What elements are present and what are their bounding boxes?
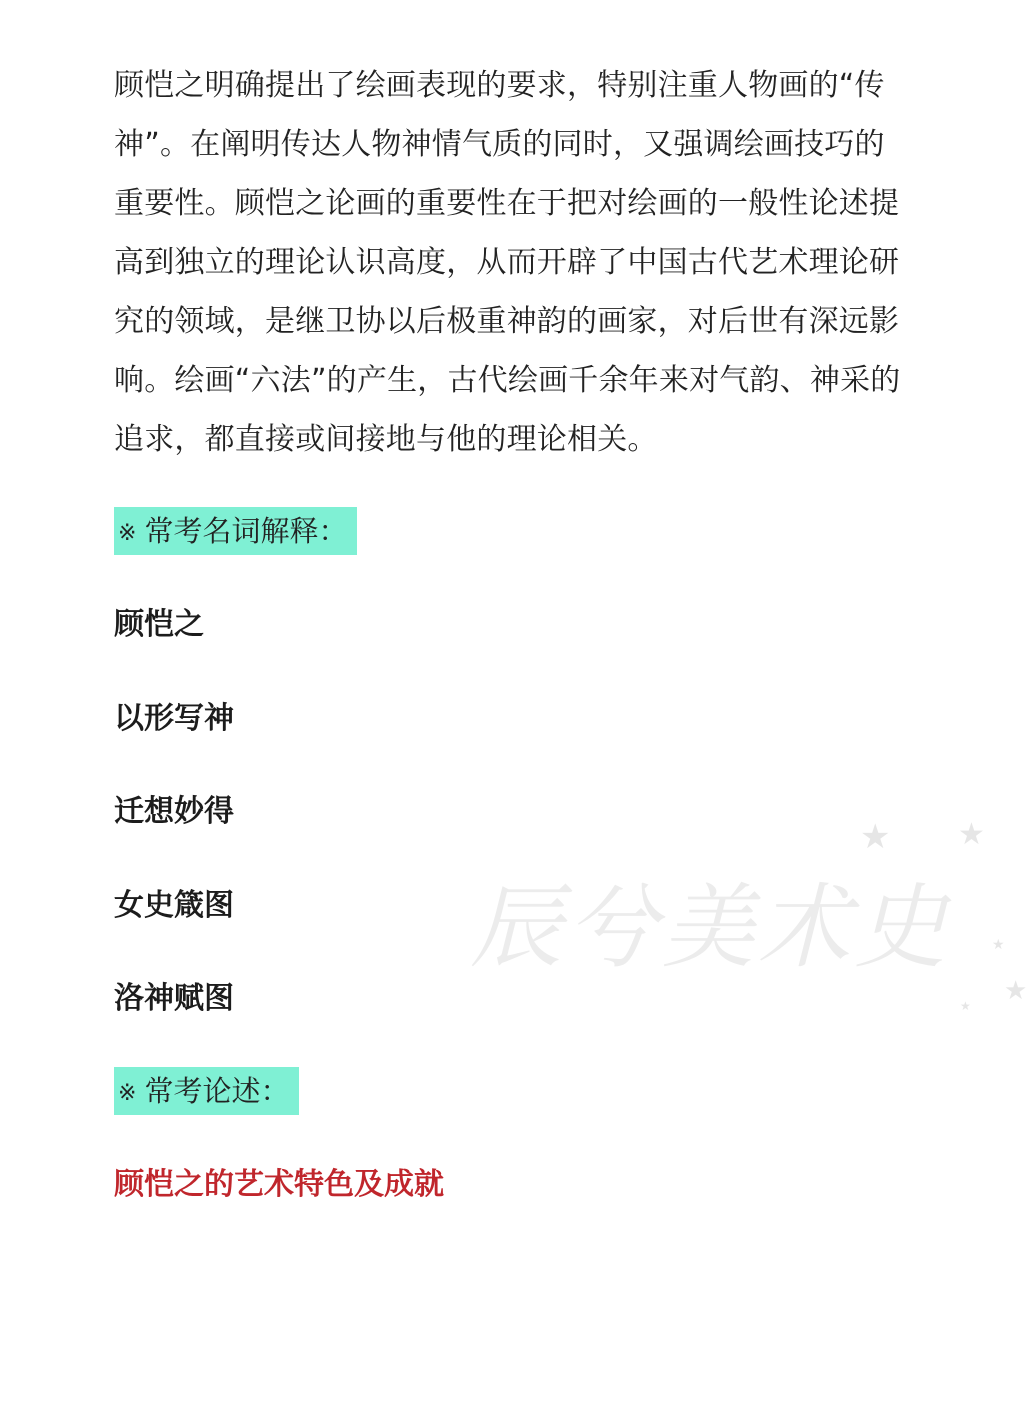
terms-list <box>114 600 234 1068</box>
term-item: 洛神赋图 <box>114 981 234 1016</box>
essay-topic: 顾恺之的艺术特色及成就 <box>114 1167 444 1202</box>
star-icon: ★ <box>958 817 985 852</box>
reference-mark-icon: ※ <box>118 521 137 546</box>
essay-section-heading <box>114 1067 299 1115</box>
terms-section-label: 常考名词解释： <box>144 514 348 548</box>
terms-section-heading <box>114 507 357 555</box>
term-item: 迁想妙得 <box>114 794 234 829</box>
essay-section-label: 常考论述： <box>144 1074 290 1108</box>
term-item: 以形写神 <box>114 700 234 736</box>
star-icon: ★ <box>1004 976 1027 1006</box>
reference-mark-icon: ※ <box>118 1081 137 1106</box>
star-icon: ★ <box>992 937 1005 953</box>
intro-paragraph: 顾恺之明确提出了绘画表现的要求，特别注重人物画的“传神”。在阐明传达人物神情气质的同时，又强调绘画技巧的重要性。顾恺之论画的重要性在于把对绘画的一般性论述提高到独立的理论认识高度，从而开辟了中国古代艺术理论研究的领域，是继卫协以后极重神韵的画家，对后世有深远影响。绘画“六法”的产生，古代绘画千余年来对气韵、神采的追求，都直接或间接地与他的理论相关。 <box>114 68 901 457</box>
watermark <box>462 817 1027 1020</box>
watermark-text: 辰兮美术史 <box>470 874 951 981</box>
term-item: 顾恺之 <box>114 607 204 642</box>
star-icon: ★ <box>860 817 891 857</box>
star-icon: ★ <box>960 999 971 1013</box>
term-item: 女史箴图 <box>114 887 234 923</box>
